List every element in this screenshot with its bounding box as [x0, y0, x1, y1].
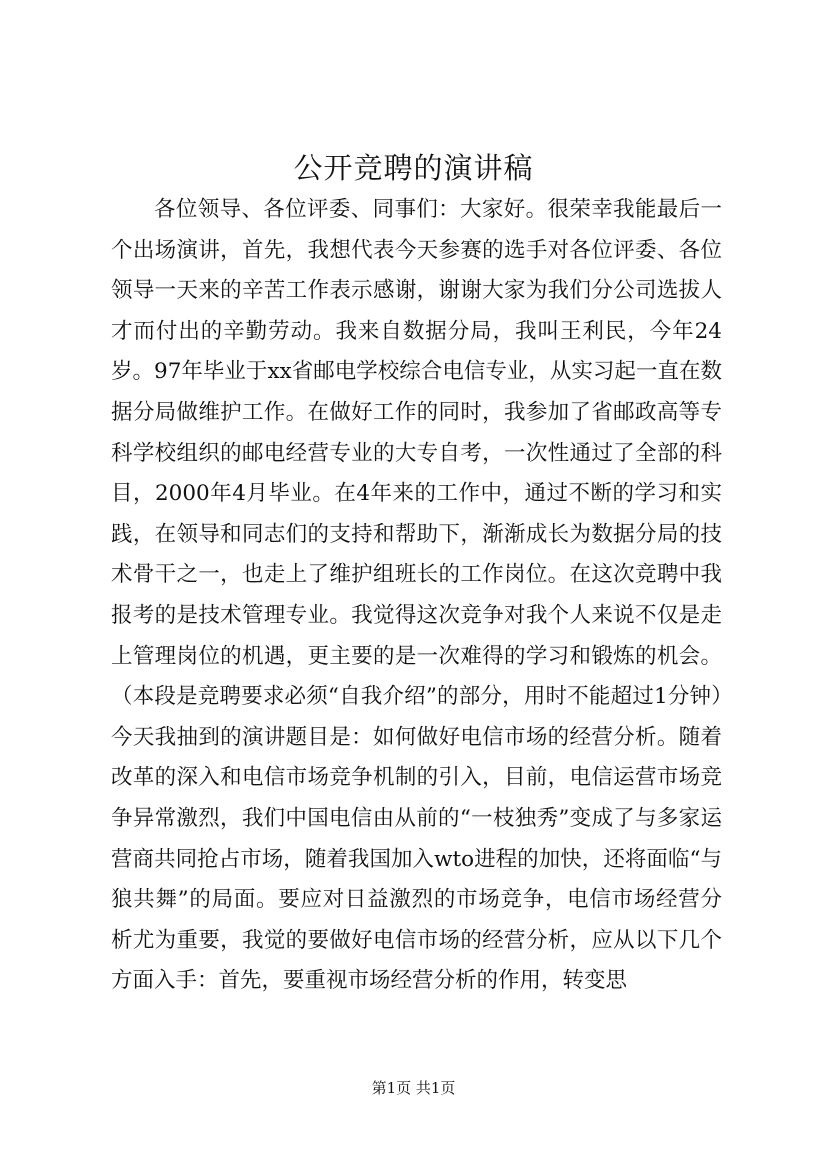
- page-footer: 第1页 共1页: [371, 1079, 456, 1097]
- document-title: 公开竞聘的演讲稿: [293, 151, 534, 185]
- body-paragraph: 各位领导、各位评委、同事们：大家好。很荣幸我能最后一个出场演讲，首先，我想代表今天参赛的选手对各位评委、各位领导一天来的辛苦工作表示感谢，谢谢大家为我们分公司选拔人才而付出的辛勤劳动。我来自数据分局，我叫王利民，今年24岁。97年毕业于xx省邮电学校综合电信专业，从实习起一直在数据分局做维护工作。在做好工作的同时，我参加了省邮政高等专科学校组织的邮电经营专业的大专自考，一次性通过了全部的科目，2000年4月毕业。在4年来的工作中，通过不断的学习和实践，在领导和同志们的支持和帮助下，渐渐成长为数据分局的技术骨干之一，也走上了维护组班长的工作岗位。在这次竞聘中我报考的是技术管理专业。我觉得这次竞争对我个人来说不仅是走上管理岗位的机遇，更主要的是一次难得的学习和锻炼的机会。（本段是竞聘要求必须“自我介绍”的部分，用时不能超过1分钟）今天我抽到的演讲题目是：如何做好电信市场的经营分析。随着改革的深入和电信市场竞争机制的引入，目前，电信运营市场竞争异常激烈，我们中国电信由从前的“一枝独秀”变成了与多家运营商共同抢占市场，随着我国加入wto进程的加快，还将面临“与狼共舞”的局面。要应对日益激烈的市场竞争，电信市场经营分析尤为重要，我觉的要做好电信市场的经营分析，应从以下几个方面入手：首先，要重视市场经营分析的作用，转变思: [111, 197, 722, 994]
